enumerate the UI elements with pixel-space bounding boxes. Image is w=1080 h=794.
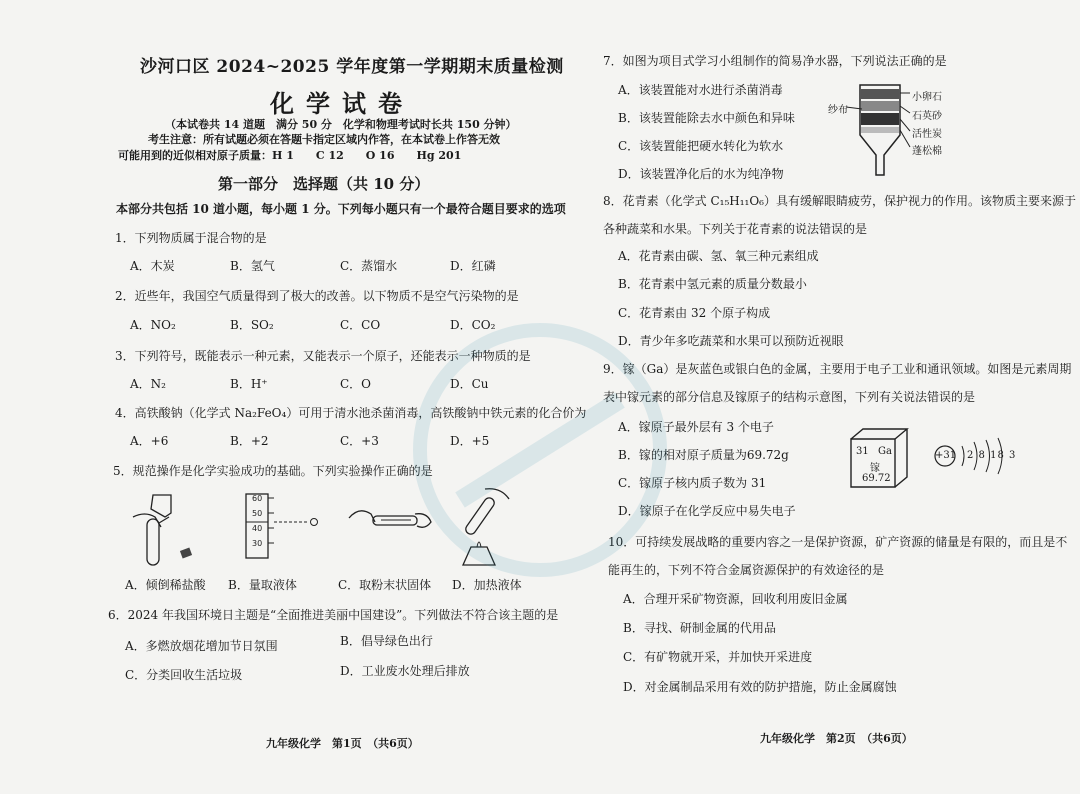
q5-stem: 5．规范操作是化学实验成功的基础。下列实验操作正确的是 bbox=[113, 464, 433, 478]
cylinder-tick-60: 60 bbox=[252, 494, 263, 503]
q5-option-c: C．取粉末状固体 bbox=[338, 578, 432, 592]
q7-stem: 7．如图为项目式学习小组制作的简易净水器，下列说法正确的是 bbox=[603, 54, 947, 68]
q9-stem-line-2: 表中镓元素的部分信息及镓原子的结构示意图，下列有关说法错误的是 bbox=[603, 390, 976, 404]
q2-option-a: A．NO₂ bbox=[130, 318, 176, 332]
exam-header-title: 沙河口区 2024~2025 学年度第一学期期末质量检测 bbox=[140, 57, 564, 77]
heating-liquid-figure bbox=[455, 485, 525, 570]
q2-stem: 2．近些年，我国空气质量得到了极大的改善。以下物质不是空气污染物的是 bbox=[115, 289, 519, 303]
q9-stem-line-1: 9．镓（Ga）是灰蓝色或银白色的金属，主要用于电子工业和通讯领域。如图是元素周期 bbox=[603, 362, 1072, 376]
q2-option-c: C．CO bbox=[340, 318, 381, 332]
q1-option-d: D．红磷 bbox=[450, 259, 496, 273]
pouring-acid-figure bbox=[125, 487, 200, 572]
exam-page-2 bbox=[560, 0, 1080, 794]
q8-option-c: C．花青素由 32 个原子构成 bbox=[618, 306, 771, 320]
q1-option-c: C．蒸馏水 bbox=[340, 259, 398, 273]
cylinder-tick-50: 50 bbox=[252, 509, 263, 518]
element-atomic-number: 31 bbox=[856, 446, 869, 457]
atom-electron-shells: 2 8 18 3 bbox=[967, 450, 1017, 461]
q4-option-a: A．+6 bbox=[130, 434, 169, 448]
q10-option-d: D．对金属制品采用有效的防护措施，防止金属腐蚀 bbox=[623, 680, 897, 694]
q6-option-d: D．工业废水处理后排放 bbox=[340, 664, 470, 678]
q5-option-a: A．倾倒稀盐酸 bbox=[125, 578, 206, 592]
q9-option-d: D．镓原子在化学反应中易失电子 bbox=[618, 504, 796, 518]
q2-option-b: B．SO₂ bbox=[230, 318, 274, 332]
cylinder-tick-30: 30 bbox=[252, 539, 263, 548]
q5-option-b: B．量取液体 bbox=[228, 578, 297, 592]
subject-title: 化学试卷 bbox=[270, 89, 414, 118]
q6-stem: 6．2024 年我国环境日主题是“全面推进美丽中国建设”。下列做法不符合该主题的是 bbox=[108, 608, 559, 622]
q9-option-b: B．镓的相对原子质量为69.72g bbox=[618, 448, 789, 462]
q10-stem-line-1: 10．可持续发展战略的重要内容之一是保护资源，矿产资源的储量是有限的，而且是不 bbox=[608, 535, 1068, 549]
water-purifier-figure bbox=[820, 75, 965, 180]
q8-stem-line-1: 8．花青素（化学式 C₁₅H₁₁O₆）具有缓解眼睛疲劳，保护视力的作用。该物质主要来源于 bbox=[603, 194, 1076, 208]
q6-option-b: B．倡导绿色出行 bbox=[340, 634, 433, 648]
filter-layer-quartz-sand: 石英砂 bbox=[912, 111, 942, 122]
page-2-footer: 九年级化学 第2页 （共6页） bbox=[760, 732, 913, 745]
q6-option-c: C．分类回收生活垃圾 bbox=[125, 668, 243, 682]
q8-option-b: B．花青素中氢元素的质量分数最小 bbox=[618, 277, 807, 291]
page-1-footer: 九年级化学 第1页 （共6页） bbox=[266, 737, 419, 750]
q9-option-a: A．镓原子最外层有 3 个电子 bbox=[618, 420, 774, 434]
q10-stem-line-2: 能再生的，下列不符合金属资源保护的有效途径的是 bbox=[608, 563, 885, 577]
element-symbol: Ga bbox=[878, 446, 892, 457]
atomic-masses: 可能用到的近似相对原子质量：H 1 C 12 O 16 Hg 201 bbox=[118, 149, 462, 162]
atom-nucleus-charge: +31 bbox=[935, 450, 957, 461]
exam-info: （本试卷共 14 道题 满分 50 分 化学和物理考试时长共 150 分钟） bbox=[165, 118, 517, 131]
q7-option-b: B．该装置能除去水中颜色和异味 bbox=[618, 111, 795, 125]
q10-option-b: B．寻找、研制金属的代用品 bbox=[623, 621, 776, 635]
q8-option-d: D．青少年多吃蔬菜和水果可以预防近视眼 bbox=[618, 334, 844, 348]
q7-option-c: C．该装置能把硬水转化为软水 bbox=[618, 139, 784, 153]
q5-option-d: D．加热液体 bbox=[452, 578, 522, 592]
element-name: 镓 bbox=[870, 463, 880, 474]
q8-option-a: A．花青素由碳、氢、氧三种元素组成 bbox=[618, 249, 819, 263]
q1-option-a: A．木炭 bbox=[130, 259, 175, 273]
powder-solid-figure bbox=[345, 500, 435, 550]
q3-option-c: C．O bbox=[340, 377, 372, 391]
q3-stem: 3．下列符号，既能表示一种元素，又能表示一个原子，还能表示一种物质的是 bbox=[115, 349, 531, 363]
q7-option-a: A．该装置能对水进行杀菌消毒 bbox=[618, 83, 783, 97]
q3-option-d: D．Cu bbox=[450, 377, 489, 391]
q6-option-a: A．多燃放烟花增加节日氛围 bbox=[125, 639, 278, 653]
element-atomic-mass: 69.72 bbox=[862, 473, 891, 484]
q8-stem-line-2: 各种蔬菜和水果。下列关于花青素的说法错误的是 bbox=[603, 222, 868, 236]
filter-layer-activated-carbon: 活性炭 bbox=[912, 129, 942, 140]
exam-notice: 考生注意：所有试题必须在答题卡指定区域内作答，在本试卷上作答无效 bbox=[148, 133, 500, 146]
q3-option-b: B．H⁺ bbox=[230, 377, 268, 391]
q4-option-d: D．+5 bbox=[450, 434, 490, 448]
filter-layer-cotton: 蓬松棉 bbox=[912, 146, 942, 157]
q3-option-a: A．N₂ bbox=[130, 377, 166, 391]
section-title: 第一部分 选择题（共 10 分） bbox=[218, 175, 430, 193]
q10-option-a: A．合理开采矿物资源，回收利用废旧金属 bbox=[623, 592, 848, 606]
q4-option-c: C．+3 bbox=[340, 434, 379, 448]
q9-option-c: C．镓原子核内质子数为 31 bbox=[618, 476, 767, 490]
cylinder-tick-40: 40 bbox=[252, 524, 263, 533]
filter-gauze-label: 纱布 bbox=[828, 105, 848, 116]
filter-layer-pebbles: 小卵石 bbox=[912, 92, 942, 103]
q4-stem: 4．高铁酸钠（化学式 Na₂FeO₄）可用于清水池杀菌消毒，高铁酸钠中铁元素的化合价为 bbox=[115, 406, 587, 420]
section-intro: 本部分共包括 10 道小题，每小题 1 分。下列每小题只有一个最符合题目要求的选项 bbox=[116, 202, 566, 216]
q10-option-c: C．有矿物就开采，并加快开采进度 bbox=[623, 650, 813, 664]
q7-option-d: D．该装置净化后的水为纯净物 bbox=[618, 167, 784, 181]
graduated-cylinder-figure bbox=[240, 492, 330, 562]
q4-option-b: B．+2 bbox=[230, 434, 269, 448]
q2-option-d: D．CO₂ bbox=[450, 318, 496, 332]
q1-option-b: B．氢气 bbox=[230, 259, 275, 273]
q1-stem: 1．下列物质属于混合物的是 bbox=[115, 231, 267, 245]
